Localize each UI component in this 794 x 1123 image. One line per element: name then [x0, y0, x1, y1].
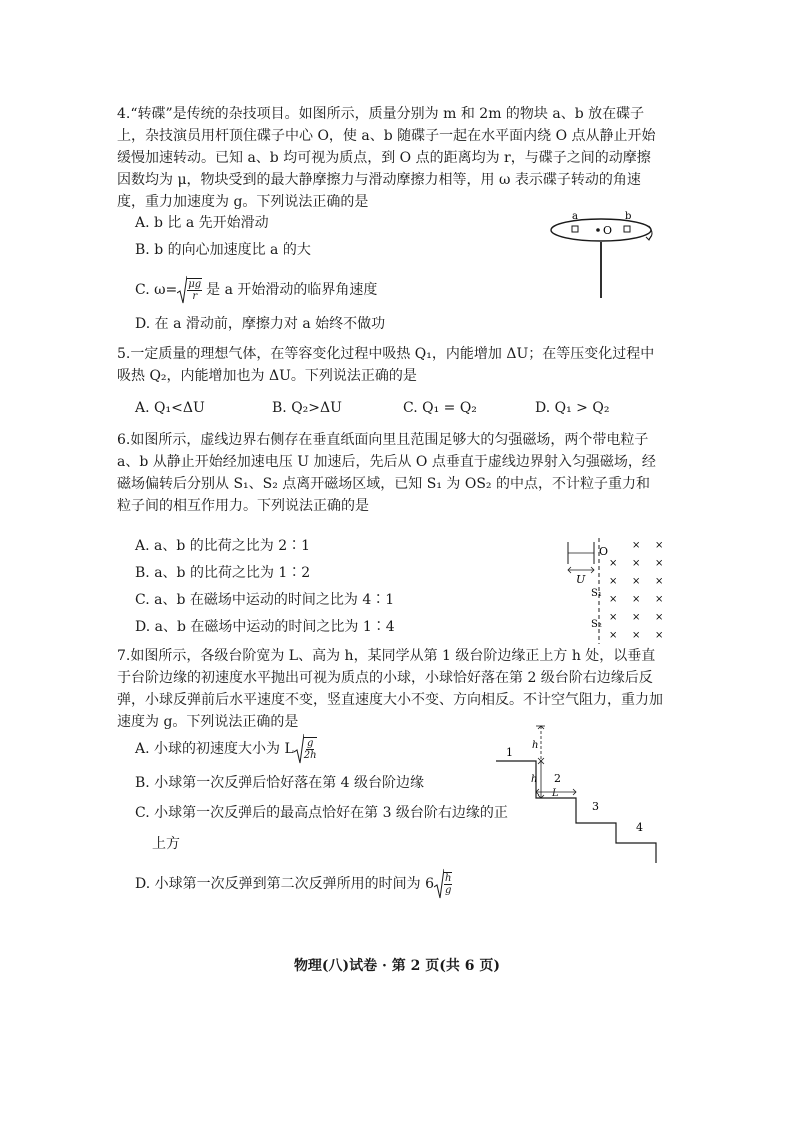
q4-option-c-prefix: C. ω= — [135, 282, 178, 298]
plate-ellipse — [551, 219, 651, 241]
block-a — [572, 226, 578, 232]
q4-c-numerator: μg — [188, 279, 202, 290]
field-cross-icon: × — [632, 558, 641, 569]
sqrt-sign-icon — [177, 275, 187, 305]
q4-c-denominator: r — [192, 291, 198, 302]
field-cross-icon: × — [655, 594, 664, 605]
label-s2: S₂ — [591, 619, 602, 630]
q4-option-c-suffix: 是 a 开始滑动的临界角速度 — [206, 282, 378, 298]
q7-option-a — [135, 733, 317, 765]
q5-option-c: C. Q₁ = Q₂ — [403, 400, 477, 416]
spinning-plate-figure — [545, 208, 665, 300]
q7-d-numerator: h — [444, 873, 452, 884]
field-cross-icon: × — [655, 630, 664, 641]
q7-option-c-line2: 上方 — [152, 836, 180, 852]
q6-option-c: C. a、b 在磁场中运动的时间之比为 4∶1 — [135, 592, 395, 608]
label-s1: S₁ — [591, 588, 602, 599]
q5-option-b: B. Q₂>ΔU — [272, 400, 342, 416]
q7-option-c-line1: C. 小球第一次反弹后的最高点恰好在第 3 级台阶右边缘的正 — [135, 805, 508, 821]
magnetic-field-figure — [560, 534, 670, 646]
label-o: O — [603, 224, 613, 237]
step-label-1: 1 — [506, 746, 513, 759]
q7-option-d-prefix: D. 小球第一次反弹到第二次反弹所用的时间为 6 — [135, 876, 434, 892]
q7-d-denominator: g — [445, 885, 452, 896]
label-a: a — [572, 211, 578, 222]
stairs-figure — [490, 718, 670, 868]
field-crosses — [609, 540, 663, 641]
q4-option-d: D. 在 a 滑动前，摩擦力对 a 始终不做功 — [135, 316, 386, 332]
label-o: O — [599, 545, 609, 558]
question-5-stem: 5.一定质量的理想气体，在等容变化过程中吸热 Q₁，内能增加 ΔU；在等压变化过程中吸热 Q₂，内能增加也为 ΔU。下列说法正确的是 — [117, 346, 655, 384]
field-cross-icon: × — [609, 558, 618, 569]
q5-option-a: A. Q₁<ΔU — [135, 400, 205, 416]
label-h-upper: h — [532, 740, 539, 751]
field-cross-icon: × — [609, 630, 618, 641]
field-cross-icon: × — [655, 558, 664, 569]
q4-option-b: B. b 的向心加速度比 a 的大 — [135, 242, 311, 258]
q7-a-numerator: g — [306, 738, 314, 749]
field-cross-icon: × — [655, 540, 664, 551]
label-h-lower: h — [531, 774, 538, 785]
field-cross-icon: × — [655, 612, 664, 623]
q4-option-c — [135, 275, 377, 305]
field-cross-icon: × — [609, 576, 618, 587]
field-cross-icon: × — [632, 594, 641, 605]
sqrt-sign-icon — [434, 868, 444, 900]
step-label-3: 3 — [592, 800, 599, 813]
q5-option-d: D. Q₁ > Q₂ — [535, 400, 610, 416]
field-cross-icon: × — [655, 576, 664, 587]
label-b: b — [625, 211, 632, 222]
sqrt-sign-icon — [294, 733, 304, 765]
block-b — [624, 226, 630, 232]
q7-a-denominator: 2h — [303, 750, 317, 761]
q7-option-a-prefix: A. 小球的初速度大小为 L — [135, 741, 294, 757]
step-label-4: 4 — [636, 821, 643, 834]
field-cross-icon: × — [632, 630, 641, 641]
question-7-stem: 7.如图所示，各级台阶宽为 L、高为 h，某同学从第 1 级台阶边缘正上方 h 处，以垂直于台阶边缘的初速度水平抛出可视为质点的小球，小球恰好落在第 2 级台阶右边缘后反弹，小球反弹前后水平速度不变，竖直速度大小不变、方向相反。不计空气阻力，重力加速度为 g。下列说法正确的是 — [117, 648, 663, 730]
q6-option-b: B. a、b 的比荷之比为 1∶2 — [135, 565, 311, 581]
question-4-stem: 4.“转碟”是传统的杂技项目。如图所示，质量分别为 m 和 2m 的物块 a、b 放在碟子上，杂技演员用杆顶住碟子中心 O，使 a、b 随碟子一起在水平面内绕 O 点从静止开始缓慢加速转动。已知 a、b 均可视为质点，到 O 点的距离均为 r，与碟子之间的动摩擦因数均为 μ，物块受到的最大静摩擦力与滑动摩擦力相等，用 ω 表示碟子转动的角速度，重力加速度为 g。下列说法正确的是 — [117, 106, 656, 210]
q7-option-d — [135, 868, 452, 900]
q4-option-a: A. b 比 a 先开始滑动 — [135, 215, 269, 231]
page-footer: 物理(八)试卷 · 第 2 页(共 6 页) — [293, 958, 501, 974]
label-l: L — [552, 788, 559, 799]
field-cross-icon: × — [632, 612, 641, 623]
question-6-stem: 6.如图所示，虚线边界右侧存在垂直纸面向里且范围足够大的匀强磁场，两个带电粒子 a、b 从静止开始经加速电压 U 加速后，先后从 O 点垂直于虚线边界射入匀强磁场，经磁场偏转后分别从 S₁、S₂ 点离开磁场区域，已知 S₁ 为 OS₂ 的中点，不计粒子重力和粒子间的相互作用力。下列说法正确的是 — [117, 432, 656, 514]
stair-outline — [496, 761, 656, 863]
center-point — [596, 228, 600, 232]
q6-option-d: D. a、b 在磁场中运动的时间之比为 1∶4 — [135, 619, 395, 635]
q7-option-b: B. 小球第一次反弹后恰好落在第 4 级台阶边缘 — [135, 775, 424, 791]
step-label-2: 2 — [554, 772, 561, 785]
field-cross-icon: × — [632, 540, 641, 551]
field-cross-icon: × — [632, 576, 641, 587]
q6-option-a: A. a、b 的比荷之比为 2∶1 — [135, 538, 311, 554]
field-cross-icon: × — [609, 594, 618, 605]
label-u: U — [576, 573, 586, 586]
field-cross-icon: × — [609, 612, 618, 623]
